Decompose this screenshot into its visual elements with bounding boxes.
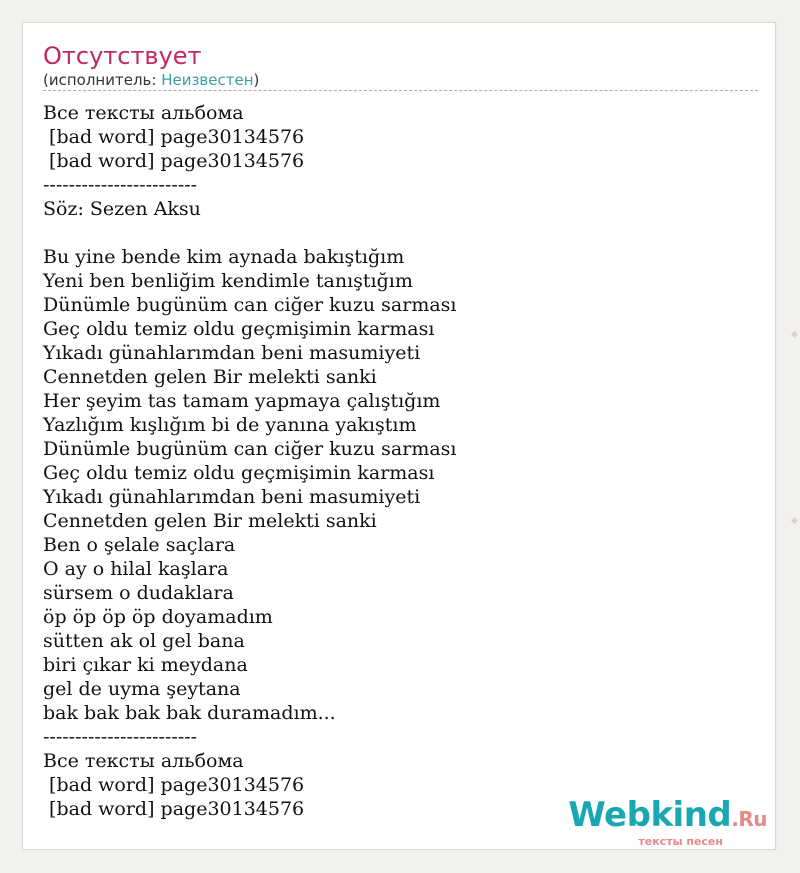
artist-prefix: (исполнитель: (43, 71, 162, 89)
lyric-line: [bad word] page30134576 (43, 150, 305, 172)
lyric-line: Her şeyim tas tamam yapmaya çalıştığım (43, 390, 441, 412)
title-divider (43, 90, 758, 91)
lyric-line: Cennetden gelen Bir melekti sanki (43, 510, 377, 532)
artist-line (43, 71, 259, 89)
lyric-line: Dünümle bugünüm can ciğer kuzu sarması (43, 294, 457, 316)
lyric-line (43, 221, 457, 245)
lyric-line: [bad word] page30134576 (43, 798, 305, 820)
lyric-line: sürsem o dudaklara (43, 582, 234, 604)
artist-suffix: ) (253, 71, 260, 89)
lyrics-text (43, 101, 457, 821)
lyric-line: O ay o hilal kaşlara (43, 558, 229, 580)
lyric-line: Все тексты альбома (43, 750, 244, 772)
lyric-line: gel de uyma şeytana (43, 678, 241, 700)
lyric-line: ------------------------ (43, 726, 198, 748)
lyric-line: Yeni ben benliğim kendimle tanıştığım (43, 270, 413, 292)
lyric-line: Все тексты альбома (43, 102, 244, 124)
lyric-line: bak bak bak bak duramadım... (43, 702, 336, 724)
lyric-line: [bad word] page30134576 (43, 126, 305, 148)
lyric-line: öp öp öp öp doyamadım (43, 606, 273, 628)
scroll-marker (791, 517, 798, 524)
lyrics-card (22, 22, 776, 850)
logo-wordmark (568, 797, 767, 837)
artist-link[interactable]: Неизвестен (161, 71, 254, 89)
lyric-line: [bad word] page30134576 (43, 774, 305, 796)
lyric-line: Geç oldu temiz oldu geçmişimin karması (43, 462, 435, 484)
logo-main-text: Webkind (568, 795, 732, 835)
lyric-line: Yazlığım kışlığım bi de yanına yakıştım (43, 414, 417, 436)
lyric-line: biri çıkar ki meydana (43, 654, 248, 676)
lyric-line: Bu yine bende kim aynada bakıştığım (43, 246, 405, 268)
lyric-line: Ben o şelale saçlara (43, 534, 236, 556)
lyric-line: Yıkadı günahlarımdan beni masumiyeti (43, 486, 421, 508)
lyric-line: sütten ak ol gel bana (43, 630, 245, 652)
lyric-line: Dünümle bugünüm can ciğer kuzu sarması (43, 438, 457, 460)
lyric-line: Cennetden gelen Bir melekti sanki (43, 366, 377, 388)
scroll-marker (791, 331, 798, 338)
song-title: Отсутствует (43, 42, 202, 70)
lyric-line: Geç oldu temiz oldu geçmişimin karması (43, 318, 435, 340)
lyric-line: Yıkadı günahlarımdan beni masumiyeti (43, 342, 421, 364)
lyric-line: Söz: Sezen Aksu (43, 198, 201, 220)
logo-tagline: тексты песен (638, 835, 723, 848)
lyric-line: ------------------------ (43, 174, 198, 196)
logo-suffix: .Ru (731, 807, 767, 831)
site-logo[interactable] (568, 797, 767, 847)
